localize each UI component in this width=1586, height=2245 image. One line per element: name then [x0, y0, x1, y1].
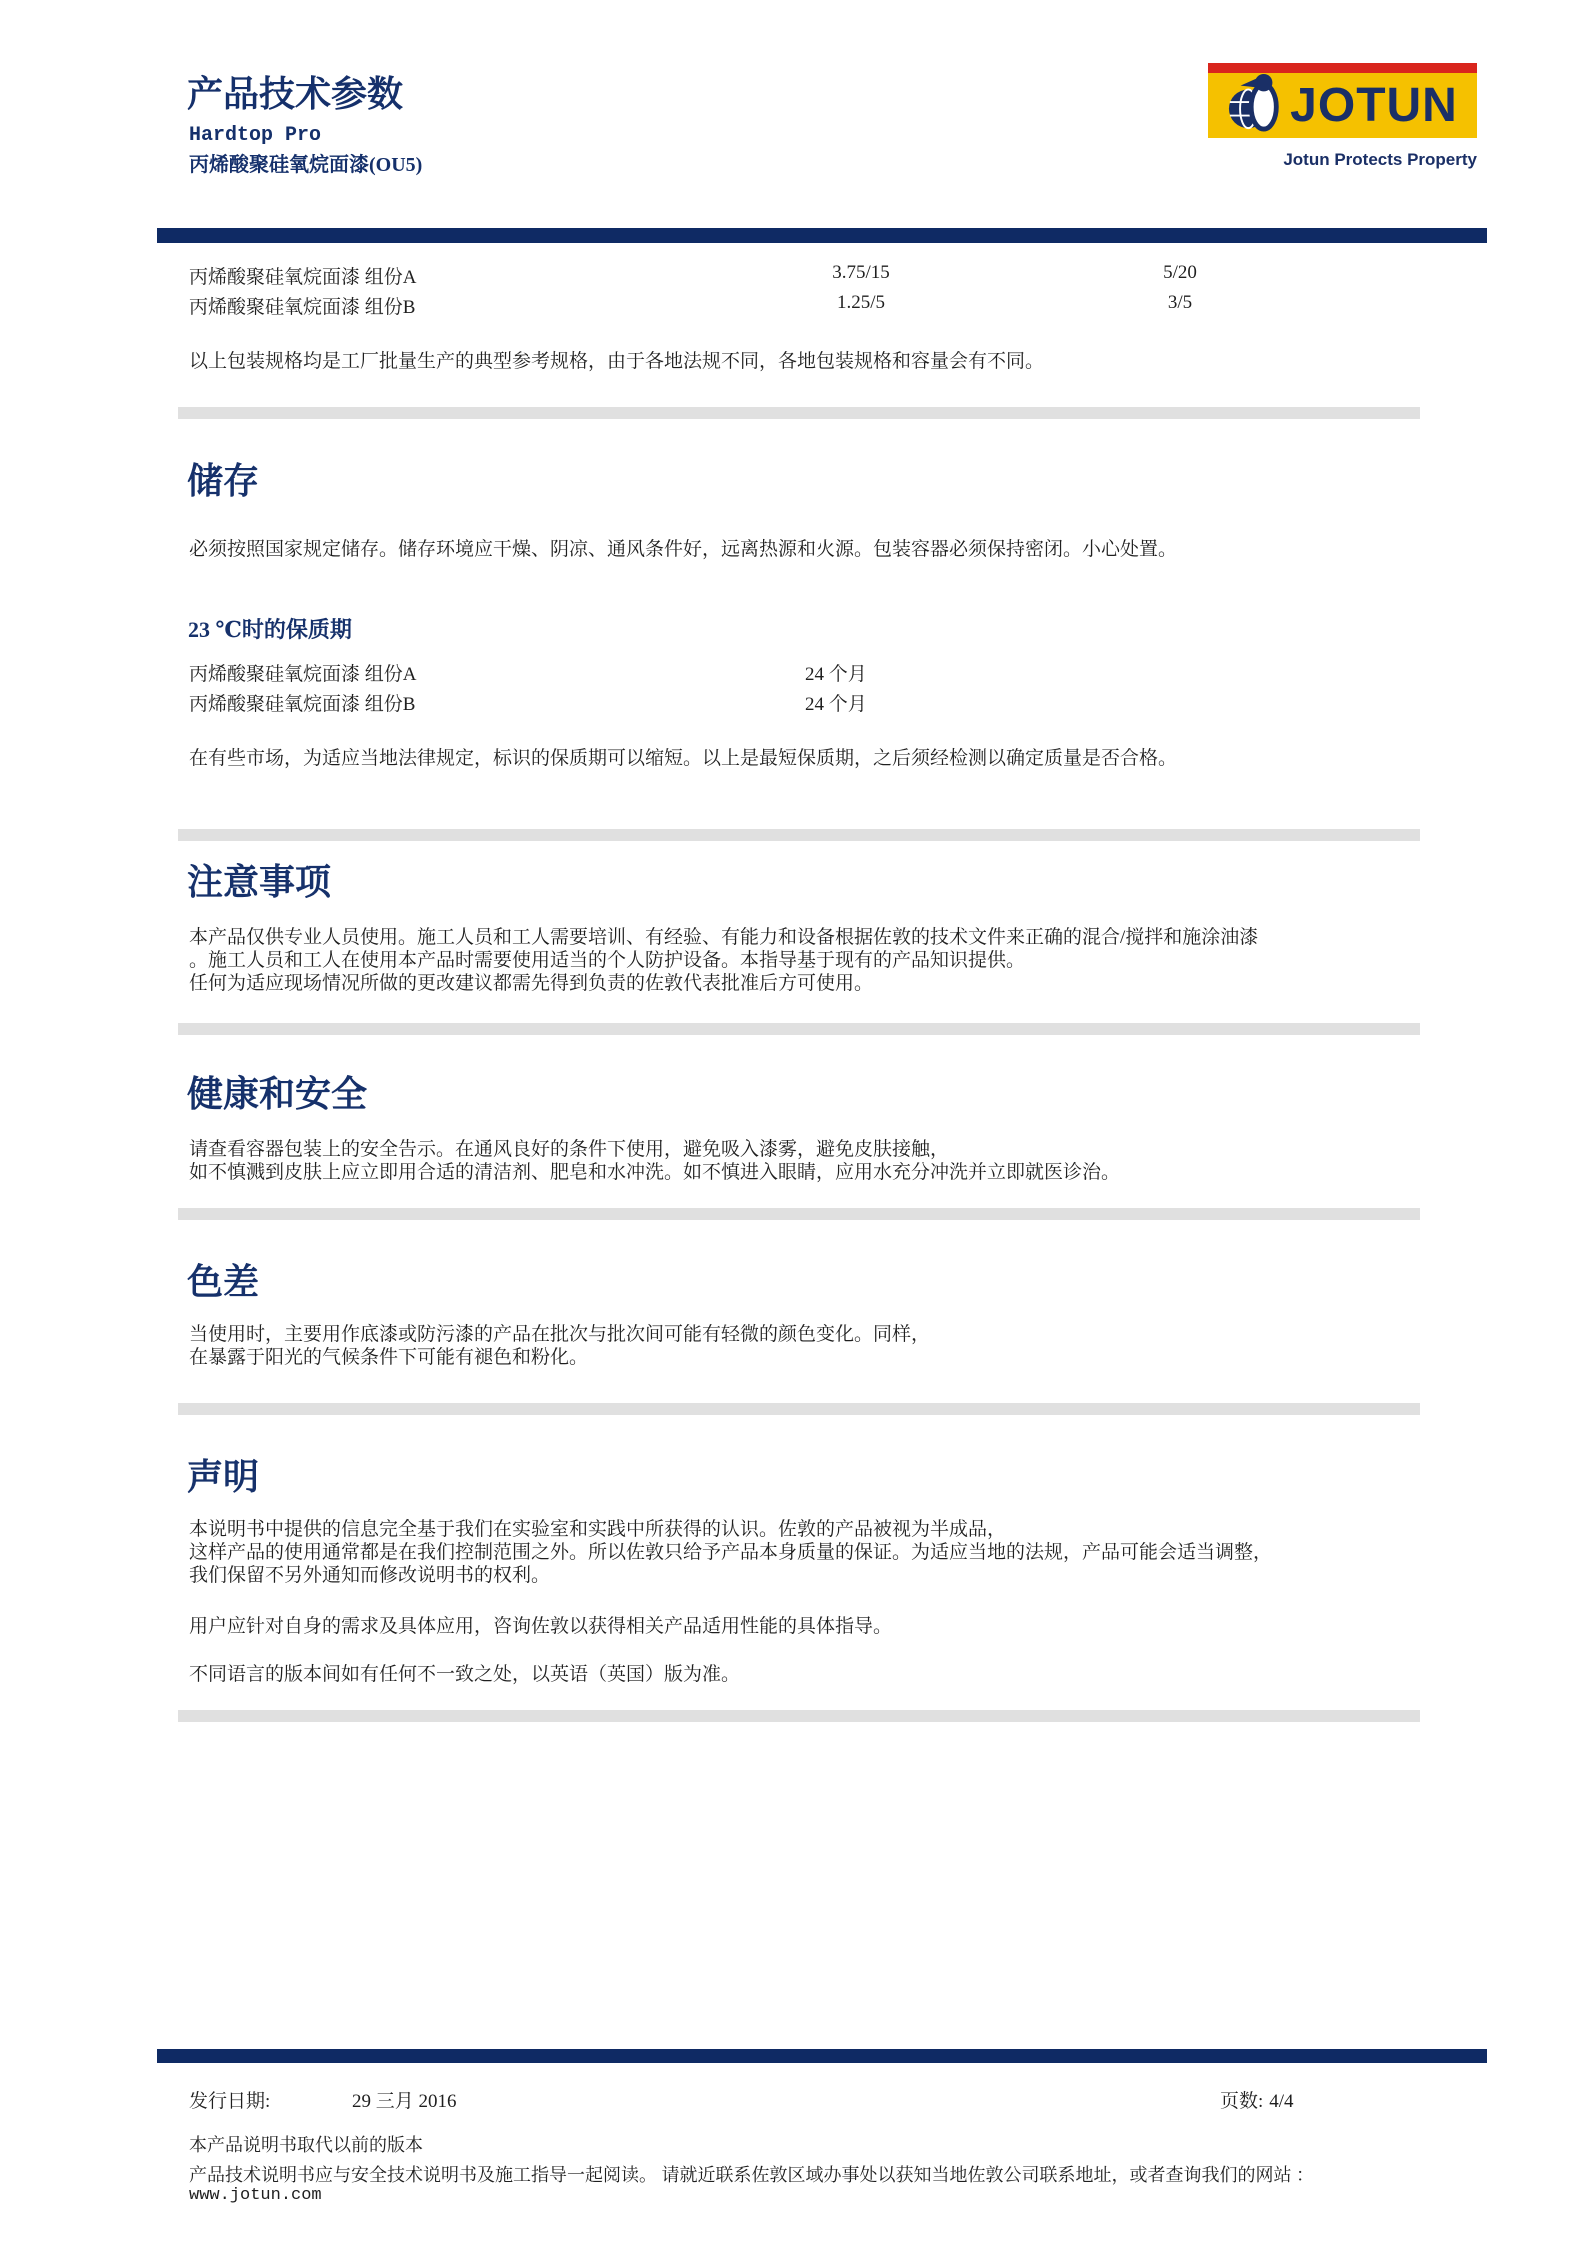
- health-safety-text: [189, 1138, 1120, 1184]
- packaging-row: [0, 292, 1586, 318]
- packaging-volume-value: 1.25/5: [836, 292, 886, 313]
- product-subtitle: 丙烯酸聚硅氧烷面漆(OU5): [189, 154, 423, 176]
- header-divider-bar: [157, 228, 1487, 243]
- packaging-size-value: 5/20: [1163, 262, 1197, 283]
- color-variation-text-line: 当使用时，主要用作底漆或防污漆的产品在批次与批次间可能有轻微的颜色变化。同样，: [189, 1324, 931, 1345]
- storage-text: 必须按照国家规定储存。储存环境应干燥、阴凉、通风条件好，远离热源和火源。包装容器必须保持密闭。小心处置。: [189, 539, 1178, 560]
- page-count-value: 4/4: [1269, 2091, 1294, 2112]
- packaging-volume-value: 3.75/15: [832, 262, 890, 283]
- color-variation-heading: 色差: [187, 1262, 260, 1302]
- shelf-life-row: [0, 659, 1586, 685]
- section-divider: [178, 1710, 1420, 1722]
- jotun-wordmark: JOTUN: [1290, 78, 1458, 132]
- logo-yellow-panel: [1208, 73, 1477, 138]
- page-title: 产品技术参数: [187, 74, 404, 114]
- health-safety-heading: 健康和安全: [187, 1074, 368, 1114]
- page-count-label: 页数:: [1220, 2091, 1264, 2112]
- section-divider: [178, 1208, 1420, 1220]
- precautions-text-line: 任何为适应现场情况所做的更改建议都需先得到负责的佐敦代表批准后方可使用。: [189, 973, 874, 994]
- packaging-row: [0, 262, 1586, 288]
- page-count: [1220, 2086, 1294, 2113]
- disclaimer-text-line: 我们保留不另外通知而修改说明书的权利。: [189, 1565, 551, 1586]
- shelf-life-value: 24 个月: [805, 664, 867, 685]
- jotun-logo: [1208, 63, 1477, 138]
- issue-date-label: 发行日期:: [189, 2091, 271, 2112]
- packaging-note: 以上包装规格均是工厂批量生产的典型参考规格，由于各地法规不同，各地包装规格和容量会有不同。: [189, 351, 1045, 372]
- footer-note-supersedes: 本产品说明书取代以前的版本: [189, 2135, 423, 2155]
- precautions-text-line: 本产品仅供专业人员使用。施工人员和工人需要培训、有经验、有能力和设备根据佐敦的技术文件来正确的混合/搅拌和施涂油漆: [189, 927, 1259, 948]
- shelf-life-row-label: 丙烯酸聚硅氧烷面漆 组份B: [189, 694, 416, 715]
- footer-note-read-with: 产品技术说明书应与安全技术说明书及施工指导一起阅读。 请就近联系佐敦区域办事处以获知当地佐敦公司联系地址，或者查询我们的网站 ：: [189, 2165, 1314, 2185]
- precautions-text: [189, 926, 1258, 995]
- storage-heading: 储存: [187, 461, 260, 501]
- shelf-life-note: 在有些市场，为适应当地法律规定，标识的保质期可以缩短。以上是最短保质期，之后须经检测以确定质量是否合格。: [189, 748, 1178, 769]
- color-variation-text: [189, 1323, 930, 1369]
- penguin-globe-icon: [1227, 73, 1285, 138]
- disclaimer-paragraph-2: 用户应针对自身的需求及具体应用，咨询佐敦以获得相关产品适用性能的具体指导。: [189, 1616, 893, 1637]
- footer-divider-bar: [157, 2049, 1487, 2063]
- packaging-row-label: 丙烯酸聚硅氧烷面漆 组份A: [189, 267, 417, 288]
- website-text: www.jotun.com: [189, 2186, 322, 2205]
- shelf-life-value: 24 个月: [805, 694, 867, 715]
- section-divider: [178, 407, 1420, 419]
- section-divider: [178, 829, 1420, 841]
- section-divider: [178, 1023, 1420, 1035]
- disclaimer-text-line: 这样产品的使用通常都是在我们控制范围之外。所以佐敦只给予产品本身质量的保证。为适应当地的法规，产品可能会适当调整，: [189, 1542, 1273, 1563]
- logo-tagline: Jotun Protects Property: [1283, 150, 1477, 169]
- shelf-life-row-label: 丙烯酸聚硅氧烷面漆 组份A: [189, 664, 417, 685]
- precautions-text-line: 。施工人员和工人在使用本产品时需要使用适当的个人防护设备。本指导基于现有的产品知识提供。: [189, 950, 1026, 971]
- section-divider: [178, 1403, 1420, 1415]
- health-safety-text-line: 请查看容器包装上的安全告示。在通风良好的条件下使用，避免吸入漆雾，避免皮肤接触，: [189, 1139, 950, 1160]
- packaging-row-label: 丙烯酸聚硅氧烷面漆 组份B: [189, 297, 416, 318]
- disclaimer-paragraph-3: 不同语言的版本间如有任何不一致之处，以英语（英国）版为准。: [189, 1664, 741, 1685]
- product-name: Hardtop Pro: [189, 124, 322, 147]
- precautions-heading: 注意事项: [187, 862, 332, 902]
- shelf-life-heading: 23 ℃时的保质期: [188, 617, 352, 642]
- disclaimer-text-line: 本说明书中提供的信息完全基于我们在实验室和实践中所获得的认识。佐敦的产品被视为半成品，: [189, 1519, 1007, 1540]
- issue-date-value: 29 三月 2016: [352, 2091, 457, 2112]
- packaging-size-value: 3/5: [1167, 292, 1193, 313]
- logo-red-stripe: [1208, 63, 1477, 73]
- disclaimer-paragraph-1: [189, 1518, 1272, 1587]
- color-variation-text-line: 在暴露于阳光的气候条件下可能有褪色和粉化。: [189, 1347, 589, 1368]
- health-safety-text-line: 如不慎溅到皮肤上应立即用合适的清洁剂、肥皂和水冲洗。如不慎进入眼睛，应用水充分冲洗并立即就医诊治。: [189, 1162, 1121, 1183]
- disclaimer-heading: 声明: [187, 1457, 260, 1497]
- shelf-life-row: [0, 689, 1586, 715]
